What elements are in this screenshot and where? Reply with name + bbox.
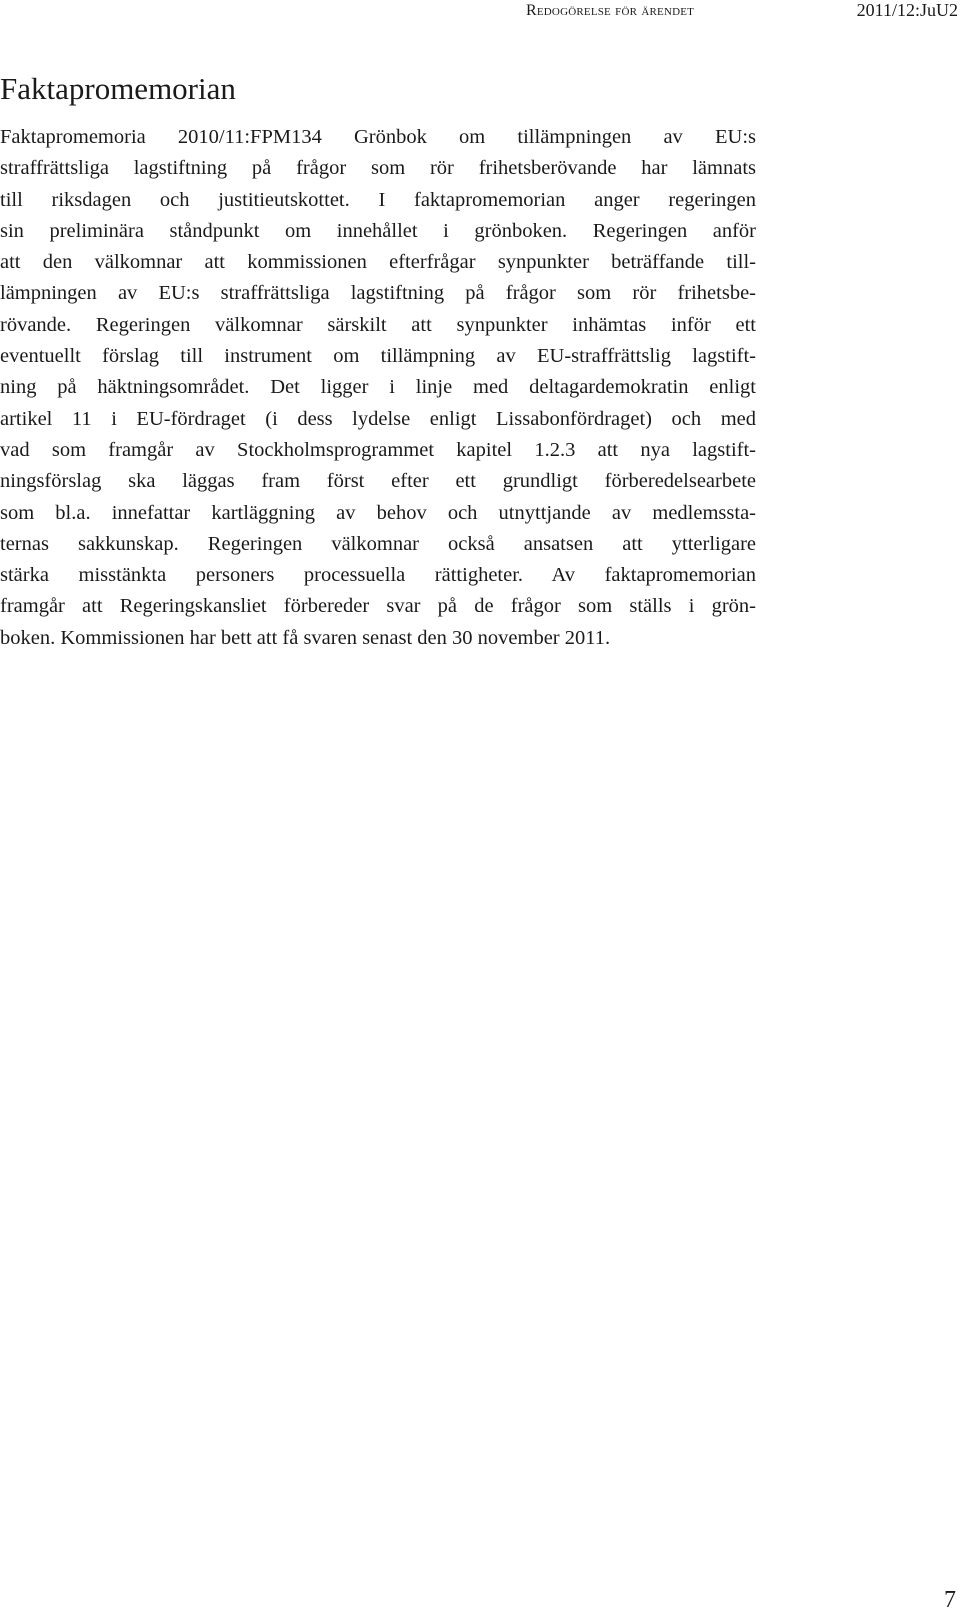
section-heading: Faktapromemorian: [0, 71, 236, 106]
page-number: 7: [944, 1587, 956, 1613]
paragraph-line: ningsförslag ska läggas fram först efter ett grundligt förberedelsearbete: [0, 470, 756, 493]
header-report-id: 2011/12:JuU2: [856, 0, 958, 20]
paragraph-line: att den välkomnar att kommissionen efterfrågar synpunkter beträffande till-: [0, 251, 756, 274]
header-section-title: Redogörelse för ärendet: [526, 2, 695, 19]
running-header: [0, 0, 960, 26]
paragraph-line: eventuellt förslag till instrument om tillämpning av EU-straffrättslig lagstift-: [0, 345, 756, 368]
paragraph-line: artikel 11 i EU-fördraget (i dess lydelse enligt Lissabonfördraget) och med: [0, 407, 756, 430]
paragraph-line: ternas sakkunskap. Regeringen välkomnar också ansatsen att ytterligare: [0, 532, 756, 555]
paragraph-line: framgår att Regeringskansliet förbereder svar på de frågor som ställs i grön-: [0, 595, 756, 618]
body-paragraph: [0, 122, 756, 654]
paragraph-line: lämpningen av EU:s straffrättsliga lagstiftning på frågor som rör frihetsbe-: [0, 282, 756, 305]
paragraph-line: rövande. Regeringen välkomnar särskilt att synpunkter inhämtas inför ett: [0, 313, 756, 336]
paragraph-line: sin preliminära ståndpunkt om innehållet i grönboken. Regeringen anför: [0, 219, 756, 242]
paragraph-line: vad som framgår av Stockholmsprogrammet kapitel 1.2.3 att nya lagstift-: [0, 438, 756, 461]
paragraph-line: boken. Kommissionen har bett att få svaren senast den 30 november 2011.: [0, 626, 611, 649]
paragraph-line: straffrättsliga lagstiftning på frågor som rör frihetsberövande har lämnats: [0, 157, 756, 180]
paragraph-line: till riksdagen och justitieutskottet. I faktapromemorian anger regeringen: [0, 188, 756, 211]
paragraph-line: Faktapromemoria 2010/11:FPM134 Grönbok om tillämpningen av EU:s: [0, 126, 756, 148]
paragraph-line: stärka misstänkta personers processuella rättigheter. Av faktapromemorian: [0, 564, 756, 587]
paragraph-line: ning på häktningsområdet. Det ligger i linje med deltagardemokratin enligt: [0, 376, 756, 399]
paragraph-line: som bl.a. innefattar kartläggning av behov och utnyttjande av medlemssta-: [0, 501, 756, 524]
